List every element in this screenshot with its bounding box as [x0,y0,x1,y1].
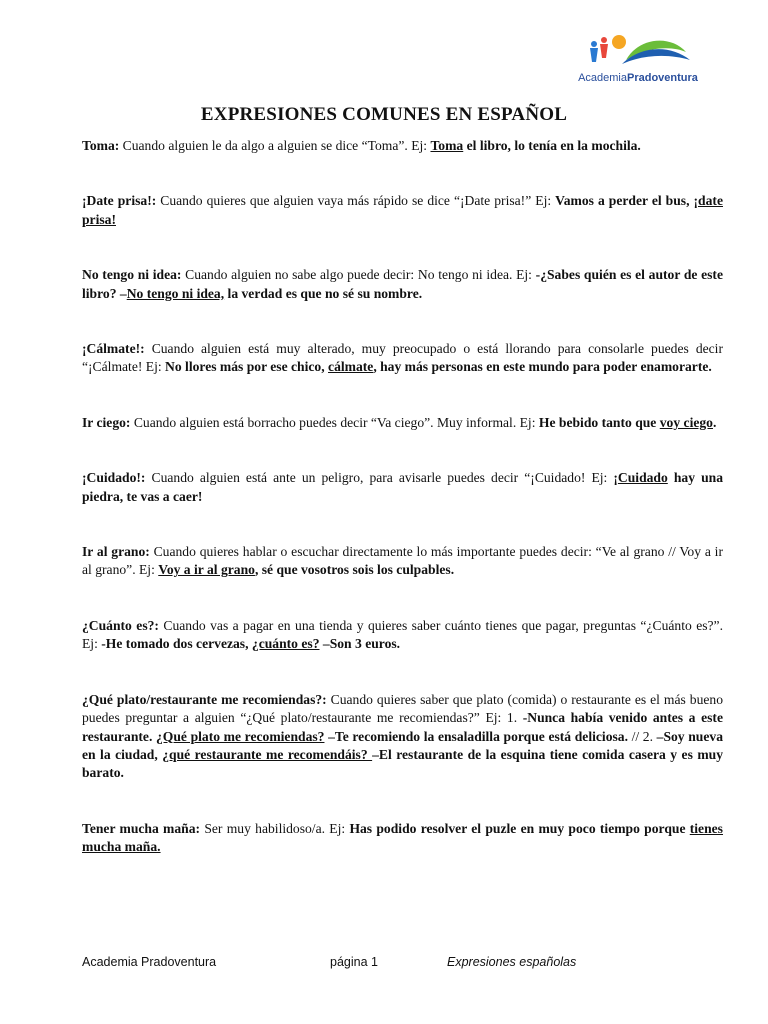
entry-definition: Cuando alguien está borracho puedes decir “Va ciego”. Muy informal. Ej: [130,414,539,430]
entry-definition: Cuando quieres que alguien vaya más rápido se dice “¡Date prisa!” Ej: [156,193,556,209]
example-highlight: ¡date prisa! [82,193,723,227]
example-highlight: Cuidado [617,470,668,486]
example-text: Has podido resolver el puzle en muy poco tiempo porque [349,820,690,836]
entry-term: ¿Cuánto es?: [82,617,159,633]
entry-date-prisa [82,192,723,229]
example-text: -¿Sabes quién es el autor de este libro? – [82,267,723,301]
example-highlight: ¿cuánto es? [251,636,320,652]
example-highlight: Toma [430,138,464,153]
example-text: –Son 3 euros. [319,636,401,652]
entry-ir-al-grano [82,543,723,580]
entry-term: Toma: [82,138,120,153]
entry-definition: Cuando vas a pagar en una tienda y quieres saber cuánto tienes que pagar, preguntas “¿Cuánto es?”. Ej: [82,617,723,652]
entry-tener-mucha-mana [82,820,723,857]
entry-term: Ir ciego: [82,414,131,430]
example-highlight: ¿Qué plato me recomiendas? [155,728,325,744]
entry-term: Ir al grano: [82,544,150,560]
example-highlight: No tengo ni idea, [126,285,225,301]
entry-cuidado [82,469,723,506]
expressions-list [82,137,723,894]
entry-toma [82,137,723,155]
example-text: –Soy nueva en la ciudad, [82,728,723,762]
entry-calmate [82,340,723,377]
document-title: EXPRESIONES COMUNES EN ESPAÑOL [200,104,568,125]
entry-term: Tener mucha maña: [82,820,201,836]
example-text: –El restaurante de la esquina tiene comida casera y es muy barato. [82,746,724,781]
entry-definition: Ser muy habilidoso/a. Ej: [200,820,350,836]
example-text: hay una piedra, te vas a caer! [82,470,723,504]
entry-term: ¡Date prisa!: [82,193,157,209]
example-text: No llores más por ese chico, [165,359,329,375]
entry-definition: Cuando alguien está muy alterado, muy preocupado o está llorando para consolarle puedes decir “¡Cálmate! Ej: [82,341,723,375]
entry-definition: Cuando alguien está ante un peligro, para avisarle puedes decir “¡Cuidado! Ej: [145,470,614,486]
entry-ir-ciego [82,414,723,432]
example-text: -He tomado dos cervezas, [101,636,252,652]
entry-no-tengo-ni-idea [82,266,723,303]
example-highlight: voy ciego [659,414,713,430]
logo-emblem [578,30,698,72]
example-separator: // 2. [627,728,657,744]
entry-definition: Cuando quieres saber que plato (comida) o restaurante es el más bueno puedes preguntar a alguien “¿Qué plato/restaurante me recomiendas?” Ej: 1. [82,691,723,726]
entry-definition: Cuando alguien no sabe algo puede decir: No tengo ni idea. Ej: [181,267,536,283]
example-text: el libro, lo tenía en la mochila. [463,138,641,153]
entry-term: ¿Qué plato/restaurante me recomiendas?: [82,691,327,707]
footer-page-number: página 1 [330,955,378,969]
entry-term: ¡Cálmate!: [82,341,145,357]
example-text: , hay más personas en este mundo para poder enamorarte. [373,359,712,375]
entry-definition: Cuando alguien le da algo a alguien se dice “Toma”. Ej: [119,138,431,153]
page-footer [0,955,768,973]
example-highlight: ¿qué restaurante me recomendáis? [162,746,373,762]
example-highlight: tienes mucha maña. [82,820,723,855]
entry-definition: Cuando quieres hablar o escuchar directamente lo más importante puedes decir: “Ve al grano // Voy a ir al grano”. Ej: [82,544,723,578]
example-text: la verdad es que no sé su nombre. [224,285,423,301]
example-text: He bebido tanto que [538,414,660,430]
entry-que-plato-restaurante [82,691,723,783]
entry-term: No tengo ni idea: [82,267,182,283]
logo-wordmark: AcademiaPradoventura [578,72,698,84]
footer-academy: Academia Pradoventura [82,955,217,969]
entry-cuanto-es [82,617,723,654]
example-highlight: Voy a ir al grano [158,562,255,578]
example-text: . [712,414,717,430]
example-text: -Nunca había venido antes a este restaurante. [82,710,723,744]
example-highlight: cálmate [328,359,374,375]
footer-doc-title: Expresiones españolas [447,955,577,969]
academia-pradoventura-logo [578,30,698,90]
example-text: –Te recomiendo la ensaladilla porque está deliciosa. [324,728,628,744]
example-text: ¡ [613,470,618,486]
example-text: Vamos a perder el bus, [555,193,694,209]
entry-term: ¡Cuidado!: [82,470,146,486]
example-text: , sé que vosotros sois los culpables. [254,562,455,578]
